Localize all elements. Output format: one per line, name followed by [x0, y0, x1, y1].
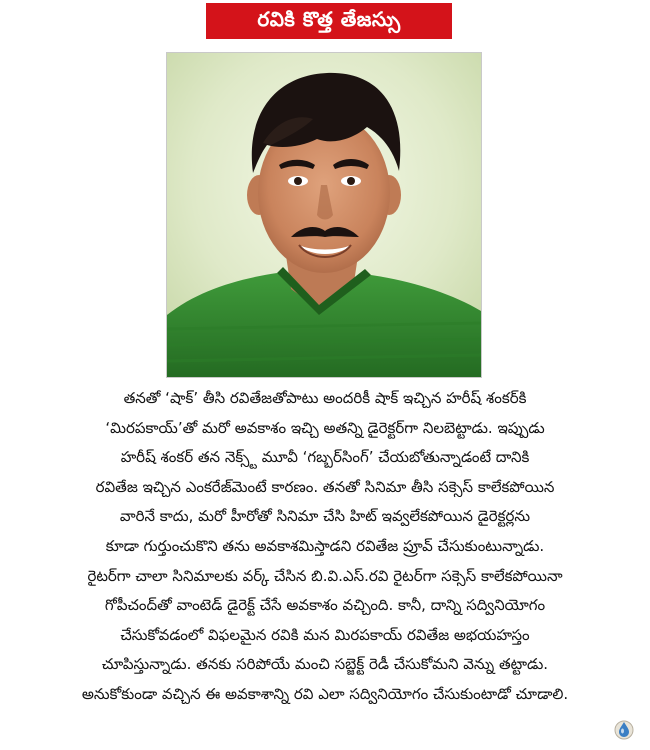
article-line: చూపిస్తున్నాడు. తనకు సరిపోయే మంచి సబ్జెక్ట్ రెడీ చేసుకోమని వెన్ను తట్టాడు. [101, 655, 549, 674]
article-line: చేసుకోవడంలో విఫలమైన రవికి మన మిరపకాయ్ రవితేజ అభయహస్తం [120, 625, 530, 644]
article-line: అనుకోకుండా వచ్చిన ఈ అవకాశాన్ని రవి ఎలా సద్వినియోగం చేసుకుంటాడో చూడాలి. [81, 684, 569, 703]
article-body [10, 384, 640, 710]
article-line: రైటర్‌గా చాలా సినిమాలకు వర్క్ చేసిన బి.వి.ఎస్.రవి రైటర్‌గా సక్సెస్ కాలేకపోయినా [87, 566, 563, 585]
drop-logo-icon [614, 718, 634, 740]
article-line: రవితేజ ఇచ్చిన ఎంకరేజ్‌మెంటే కారణం. తనతో సినిమా తీసి సక్సెస్ కాలేకపోయిన [95, 477, 555, 496]
portrait-illustration [167, 53, 481, 377]
portrait-photo [166, 52, 482, 378]
article-line: గోపీచంద్‌తో వాంటెడ్ డైరెక్ట్ చేసే అవకాశం వచ్చింది. కానీ, దాన్ని సద్వినియోగం [104, 596, 546, 615]
title-banner [206, 3, 452, 39]
page-title: రవికి కొత్త తేజస్సు [257, 6, 401, 31]
article-line: తనతో ‘షాక్’ తీసి రవితేజతోపాటు అందరికీ షాక్ ఇచ్చిన హరీష్ శంకర్‌కి [123, 389, 527, 407]
article-line: కూడా గుర్తుంచుకొని తను అవకాశమిస్తాడని రవితేజ ప్రూవ్ చేసుకుంటున్నాడు. [105, 536, 545, 555]
article-line: వారినే కాదు, మరో హీరోతో సినిమా చేసి హిట్ ఇవ్వలేకపోయిన డైరెక్టర్లను [119, 507, 531, 526]
article-line: హరీష్ శంకర్ తన నెక్స్ట్ మూవీ ‘గబ్బర్‌సింగ్’ చేయబోతున్నాడంటే దానికి [120, 448, 530, 467]
article-line: ‘మిరపకాయ్’తో మరో అవకాశం ఇచ్చి అతన్ని డైరెక్టర్‌గా నిలబెట్టాడు. ఇప్పుడు [105, 418, 545, 437]
